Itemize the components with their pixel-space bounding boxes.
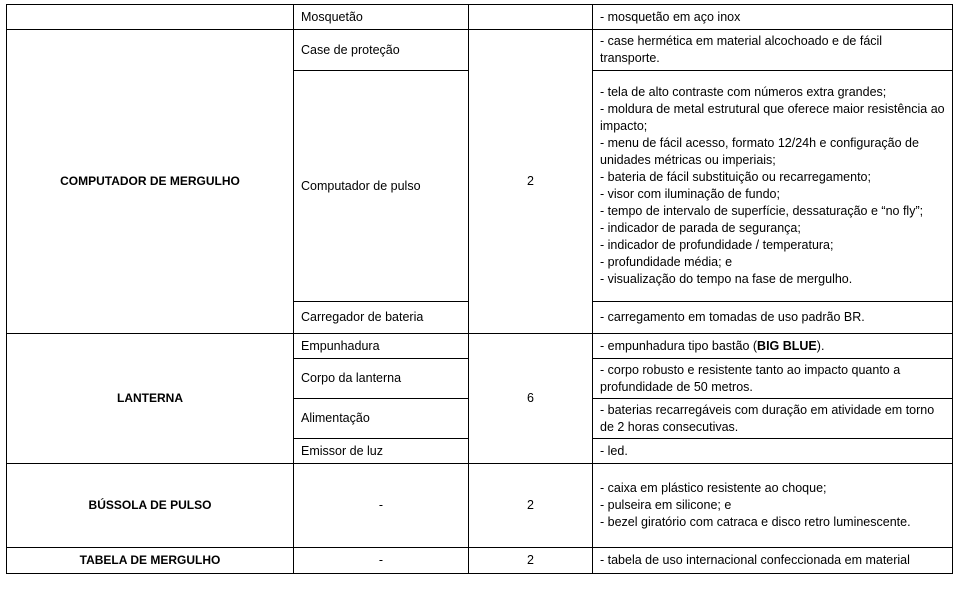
- quantity-cell: 2: [469, 464, 593, 548]
- table-row: [7, 464, 953, 548]
- description-line: - caixa em plástico resistente ao choque;: [600, 481, 827, 495]
- description-line: - baterias recarregáveis com duração em atividade em torno de 2 horas consecutivas.: [600, 402, 935, 434]
- table-row: [7, 548, 953, 574]
- description-line: - profundidade média; e: [600, 255, 733, 269]
- item-name-cell: BÚSSOLA DE PULSO: [7, 464, 294, 548]
- description-cell: [593, 439, 953, 464]
- description-line: - mosquetão em aço inox: [600, 9, 741, 24]
- description-line: - indicador de parada de segurança;: [600, 221, 801, 235]
- component-cell: Carregador de bateria: [294, 302, 469, 334]
- description-cell: [593, 359, 953, 399]
- description-cell: [593, 464, 953, 548]
- description-line: - carregamento em tomadas de uso padrão BR.: [600, 310, 865, 324]
- component-cell: Computador de pulso: [294, 71, 469, 302]
- description-line: - led.: [600, 443, 628, 458]
- description-cell: [593, 302, 953, 334]
- table-row: [7, 30, 953, 71]
- description-line: - bateria de fácil substituição ou recarregamento;: [600, 170, 871, 184]
- item-name-cell: COMPUTADOR DE MERGULHO: [7, 30, 294, 334]
- item-name-cell: TABELA DE MERGULHO: [7, 548, 294, 574]
- component-cell: -: [294, 464, 469, 548]
- component-cell: Alimentação: [294, 399, 469, 439]
- item-name-cell: LANTERNA: [7, 334, 294, 464]
- description-line: - indicador de profundidade / temperatura;: [600, 238, 834, 252]
- quantity-cell-empty: [469, 5, 593, 30]
- component-cell: Mosquetão: [294, 5, 469, 30]
- table-row: [7, 5, 953, 30]
- component-cell: Empunhadura: [294, 334, 469, 359]
- description-line: - menu de fácil acesso, formato 12/24h e configuração de unidades métricas ou imperiais;: [600, 136, 919, 167]
- brand-name: BIG BLUE: [757, 338, 817, 353]
- item-cell-empty: [7, 5, 294, 30]
- table-row: [7, 334, 953, 359]
- description-line: - tempo de intervalo de superfície, dessaturação e “no fly”;: [600, 204, 924, 218]
- equipment-spec-table: [6, 4, 953, 574]
- description-cell: [593, 399, 953, 439]
- description-cell: [593, 548, 953, 574]
- component-cell: Corpo da lanterna: [294, 359, 469, 399]
- component-cell: Emissor de luz: [294, 439, 469, 464]
- description-text: - empunhadura tipo bastão (: [600, 338, 758, 353]
- description-line: - visor com iluminação de fundo;: [600, 187, 780, 201]
- description-line: - case hermética em material alcochoado e de fácil transporte.: [600, 34, 883, 65]
- component-cell: Case de proteção: [294, 30, 469, 71]
- quantity-cell: 2: [469, 30, 593, 334]
- quantity-cell: 2: [469, 548, 593, 574]
- description-cell: [593, 5, 953, 30]
- description-cell: [593, 334, 953, 359]
- description-line: - tela de alto contraste com números extra grandes;: [600, 85, 887, 99]
- description-text: ).: [816, 338, 825, 353]
- description-line: - tabela de uso internacional confeccionada em material: [600, 553, 910, 567]
- description-line: - corpo robusto e resistente tanto ao impacto quanto a profundidade de 50 metros.: [600, 362, 901, 394]
- description-line: - bezel giratório com catraca e disco retro luminescente.: [600, 515, 911, 529]
- quantity-cell: 6: [469, 334, 593, 464]
- description-cell: [593, 30, 953, 71]
- description-cell: [593, 71, 953, 302]
- description-line: - pulseira em silicone; e: [600, 498, 732, 512]
- description-line: - moldura de metal estrutural que oferece maior resistência ao impacto;: [600, 102, 945, 133]
- description-line: - visualização do tempo na fase de mergulho.: [600, 272, 853, 286]
- component-cell: -: [294, 548, 469, 574]
